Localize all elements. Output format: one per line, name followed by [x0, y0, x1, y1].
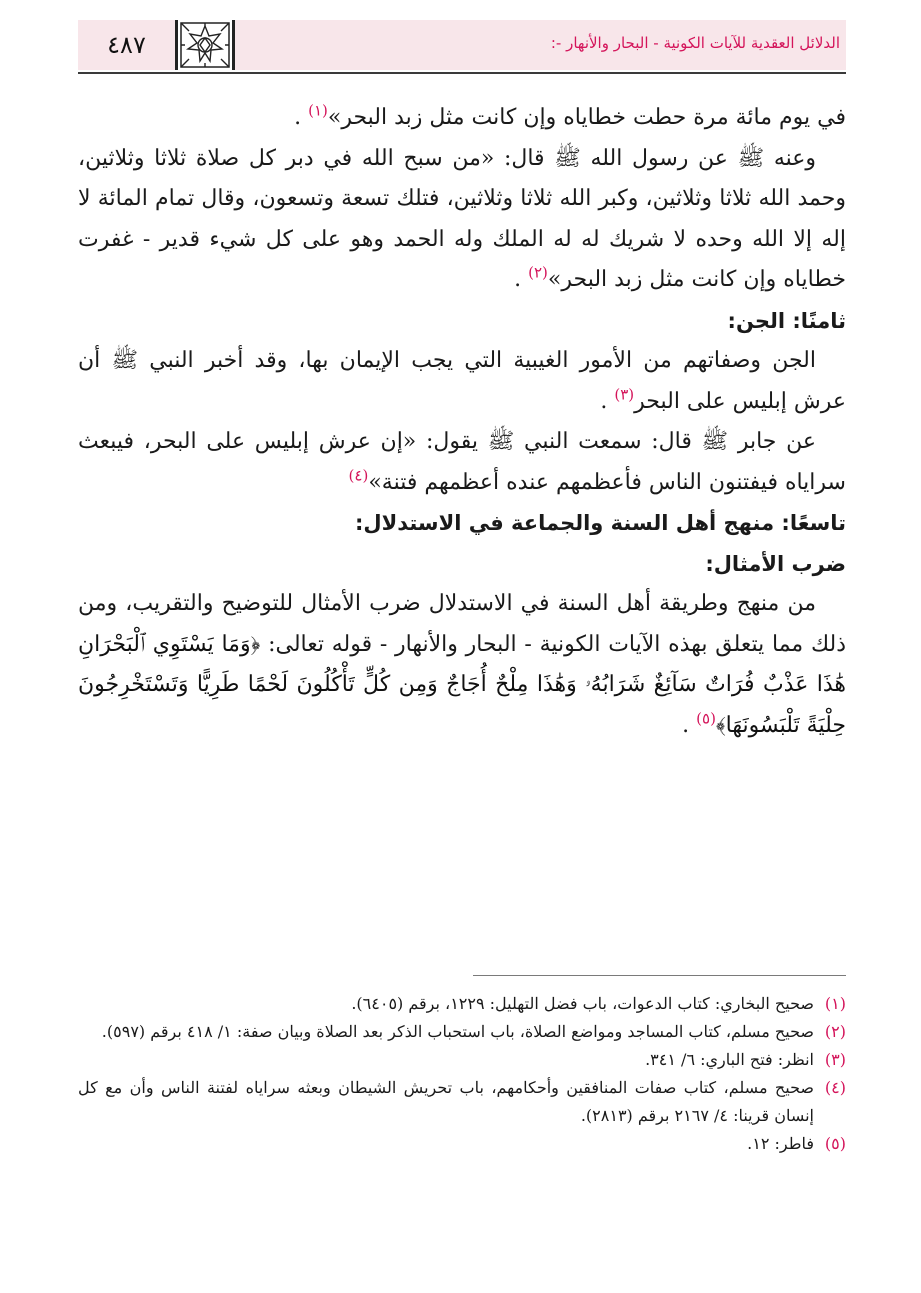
paragraph-3: الجن وصفاتهم من الأمور الغيبية التي يجب الإيمان بها، وقد أخبر النبي ﷺ أن عرش إبليس على البحر$^{(٣)}$ .: [78, 348, 846, 414]
paragraph-4: [78, 422, 846, 503]
header-divider-right: [232, 20, 235, 70]
paragraph-2-text: وعنه ﷺ عن رسول الله ﷺ قال: «من سبح الله في دبر كل صلاة ثلاثا وثلاثين، وحمد الله ثلاثا وثلاثين، وكبر الله ثلاثا وثلاثين، فتلك تسعة وتسعون، وقال تمام المائة لا إله إلا الله وحده لا شريك له له الملك وله الحمد وهو على كل شيء قدير - غفرت خطاياه وإن كانت مثل زبد البحر»: [78, 145, 847, 292]
footnote-item: [78, 1074, 846, 1130]
footnote-ref-5[interactable]: (٥): [696, 709, 716, 728]
footnote-ref-3[interactable]: (٣): [614, 385, 635, 404]
footnote-number: (١): [824, 994, 846, 1013]
footnote-text: صحيح مسلم، كتاب المساجد ومواضع الصلاة، باب استحباب الذكر بعد الصلاة وبيان صفة: ١/ ٤١٨ برقم (٥٩٧).: [101, 1022, 814, 1041]
quran-verse: ﴿وَمَا يَسْتَوِي ٱلْبَحْرَانِ هَٰذَا عَذْبٌ فُرَاتٌ سَآئِغٌ شَرَابُهُۥ وَهَٰذَا مِلْحٌ أُجَاجٌ وَمِن كُلٍّ تَأْكُلُونَ لَحْمًا طَرِيًّا وَتَسْتَخْرِجُونَ حِلْيَةً تَلْبَسُونَهَا﴾: [78, 631, 846, 738]
paragraph-5-text: من منهج وطريقة أهل السنة في الاستدلال ضرب الأمثال للتوضيح والتقريب، ومن ذلك مما يتعلق بهذه الآيات الكونية - البحار والأنهار - قوله تعالى:: [78, 591, 846, 657]
ornament-icon: [178, 20, 232, 70]
main-text: [78, 98, 846, 746]
paragraph-4-text: عن جابر ﷺ قال: سمعت النبي ﷺ يقول: «إن عرش إبليس على البحر، فيبعث سراياه فيفتنون الناس فأعظمهم عنده أعظمهم فتنة»: [78, 429, 846, 495]
footnote-number: (٥): [824, 1134, 846, 1153]
section-heading-jinn: ثامنًا: الجن:: [727, 308, 846, 333]
footnote-item: [78, 1018, 846, 1046]
footnote-number: (٣): [824, 1050, 846, 1069]
footnote-item: [78, 1046, 846, 1074]
header-rule: [78, 72, 846, 74]
paragraph-2: وعنه ﷺ عن رسول الله ﷺ قال: «من سبح الله في دبر كل صلاة ثلاثا وثلاثين، وحمد الله ثلاثا وثلاثين، وكبر الله ثلاثا وثلاثين، فتلك تسعة وتسعون، وقال تمام المائة لا إله إلا الله وحده لا شريك له له الملك وله الحمد وهو على كل شيء قدير - غفرت خطاياه وإن كانت مثل زبد البحر»$^{(٢)}$ .: [78, 145, 847, 292]
running-title: الدلائل العقدية للآيات الكونية - البحار والأنهار -:: [550, 34, 840, 52]
footnote-item: [78, 1130, 846, 1158]
footnote-number: (٤): [824, 1078, 846, 1097]
footnote-text: فاطر: ١٢.: [747, 1134, 814, 1153]
paragraph-3-text: الجن وصفاتهم من الأمور الغيبية التي يجب الإيمان بها، وقد أخبر النبي ﷺ أن عرش إبليس على البحر: [78, 348, 846, 414]
footnotes: [78, 990, 846, 1158]
paragraph-5: من منهج وطريقة أهل السنة في الاستدلال ضرب الأمثال للتوضيح والتقريب، ومن ذلك مما يتعلق بهذه الآيات الكونية - البحار والأنهار - قوله تعالى: ﴿وَمَا يَسْتَوِي ٱلْبَحْرَانِ هَٰذَا عَذْبٌ فُرَاتٌ سَآئِغٌ شَرَابُهُۥ وَهَٰذَا مِلْحٌ أُجَاجٌ وَمِن كُلٍّ تَأْكُلُونَ لَحْمًا طَرِيًّا وَتَسْتَخْرِجُونَ حِلْيَةً تَلْبَسُونَهَا﴾$^{(٥)}$ .: [78, 591, 846, 738]
section-heading-method: تاسعًا: منهج أهل السنة والجماعة في الاستدلال:: [354, 511, 846, 535]
footnote-text: صحيح البخاري: كتاب الدعوات، باب فضل التهليل: ١٢٢٩، برقم (٦٤٠٥).: [351, 994, 814, 1013]
paragraph-1-text: في يوم مائة مرة حطت خطاياه وإن كانت مثل زبد البحر»: [327, 105, 846, 130]
page-header: [78, 20, 846, 70]
paragraph-1: في يوم مائة مرة حطت خطاياه وإن كانت مثل زبد البحر»$^{(١)}$ .: [294, 101, 846, 130]
footnote-separator: [473, 975, 846, 976]
footnote-ref-1[interactable]: (١): [308, 101, 328, 120]
footnote-text: صحيح مسلم، كتاب صفات المنافقين وأحكامهم، باب تحريش الشيطان وبعثه سراياه لفتنة الناس وأن مع كل إنسان قرينا: ٤/ ٢١٦٧ برقم (٢٨١٣).: [78, 1078, 814, 1125]
page-number: ٤٨٧: [107, 31, 146, 59]
footnote-ref-4[interactable]: (٤): [348, 466, 369, 485]
footnote-item: [78, 990, 846, 1018]
footnote-text: انظر: فتح الباري: ٦/ ٣٤١.: [645, 1050, 814, 1069]
subheading-parables: ضرب الأمثال:: [705, 551, 846, 576]
footnote-ref-2[interactable]: (٢): [528, 263, 548, 282]
footnote-number: (٢): [824, 1022, 846, 1041]
